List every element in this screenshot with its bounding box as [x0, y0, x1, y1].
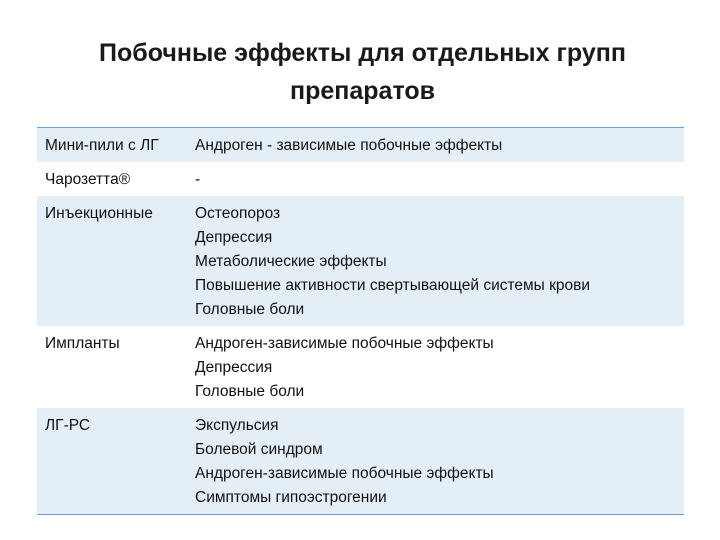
table-row [37, 162, 684, 196]
title-line-2: препаратов [289, 77, 435, 105]
effect-item: - [195, 171, 201, 188]
method-cell: ЛГ-РС [37, 408, 189, 514]
method-cell: Импланты [37, 326, 189, 408]
table-row [37, 326, 684, 408]
method-cell: Чарозетта® [37, 162, 189, 196]
title-line-1: Побочные эффекты для отдельных групп [99, 39, 626, 67]
table-row [37, 128, 684, 162]
side-effects-table [37, 127, 684, 515]
effect-item: Андроген - зависимые побочные эффекты [195, 137, 503, 154]
effects-cell [189, 128, 684, 162]
effect-item: Андроген-зависимые побочные эффекты [195, 465, 494, 482]
effect-item: Симптомы гипоэстрогении [195, 489, 387, 506]
effect-item: Повышение активности свертывающей системы крови [195, 277, 591, 294]
effect-item: Андроген-зависимые побочные эффекты [195, 335, 494, 352]
table-row [37, 196, 684, 326]
table-row [37, 408, 684, 514]
effect-item: Депрессия [195, 229, 273, 246]
page-title [40, 34, 685, 110]
side-effects-grid [37, 128, 684, 514]
effect-item: Головные боли [195, 383, 305, 400]
effect-item: Головные боли [195, 301, 305, 318]
effects-cell [189, 196, 684, 326]
effect-item: Депрессия [195, 359, 273, 376]
effect-item: Остеопороз [195, 205, 281, 222]
effects-cell [189, 408, 684, 514]
effect-item: Метаболические эффекты [195, 253, 387, 270]
method-cell: Мини-пили с ЛГ [37, 128, 189, 162]
effect-item: Экспульсия [195, 417, 279, 434]
effects-cell [189, 326, 684, 408]
effects-cell [189, 162, 684, 196]
method-cell: Инъекционные [37, 196, 189, 326]
effect-item: Болевой синдром [195, 441, 323, 458]
